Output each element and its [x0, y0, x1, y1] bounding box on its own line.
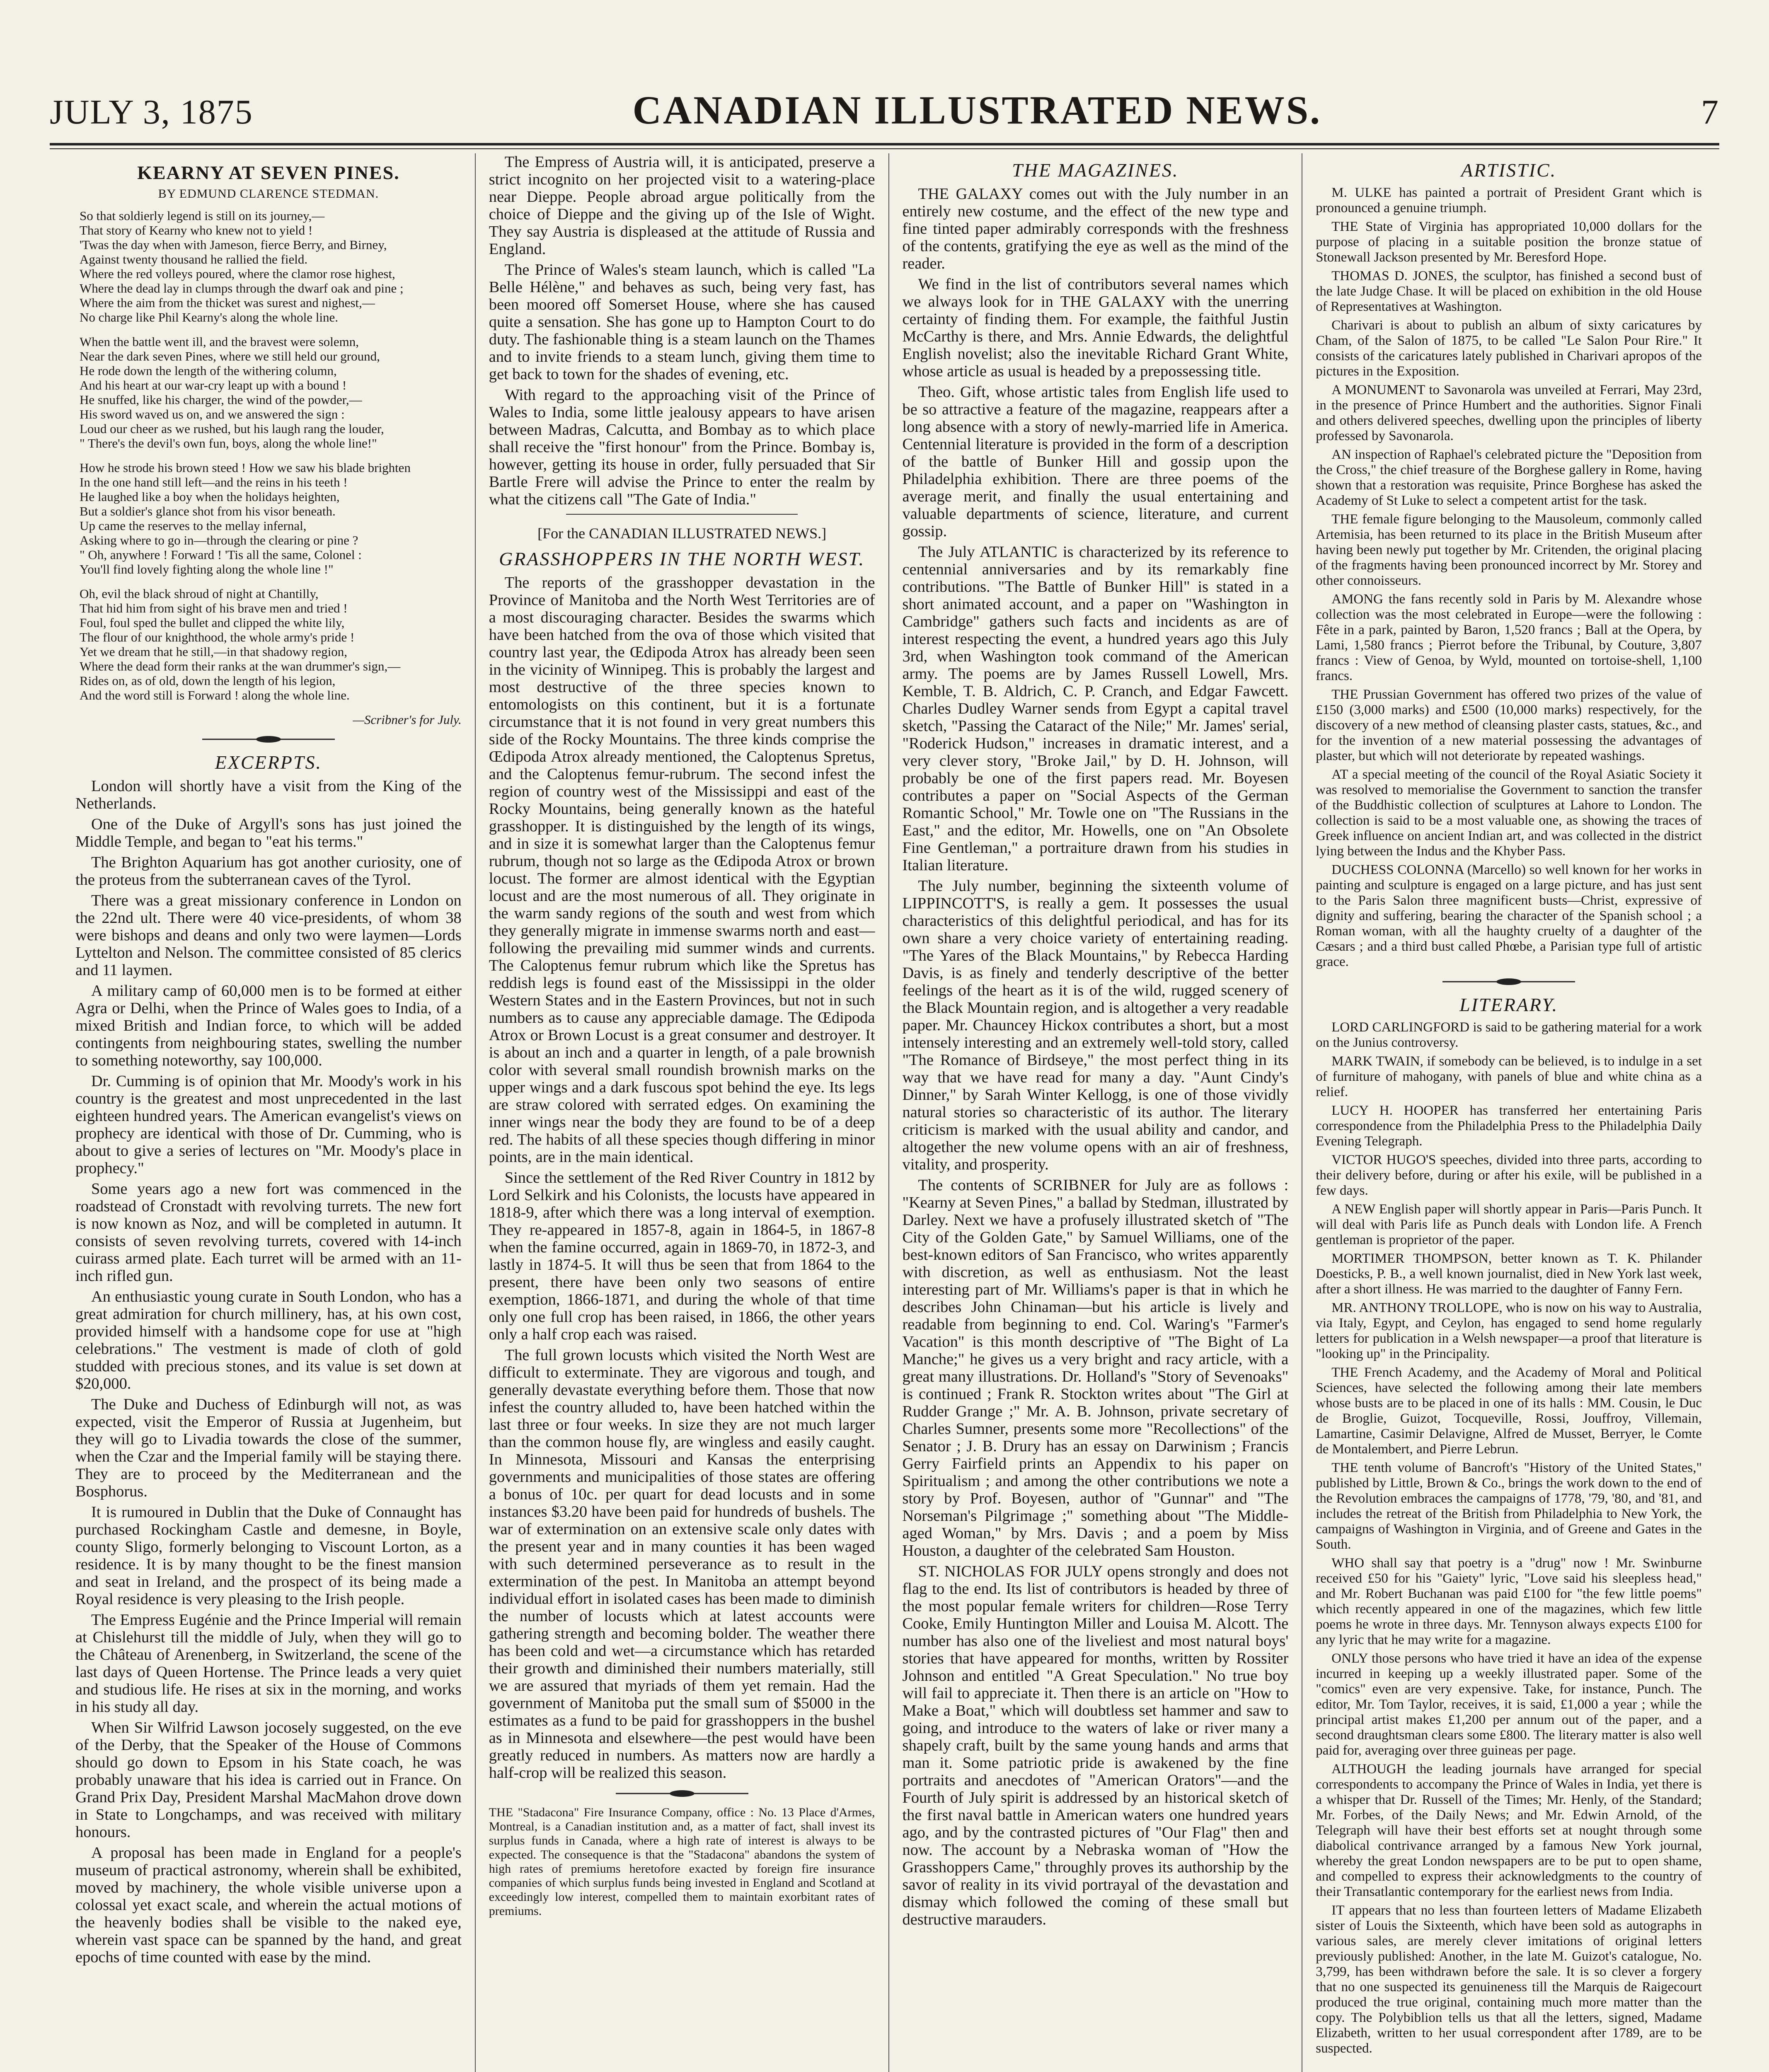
- artistic-item: AT a special meeting of the council of the Royal Asiatic Society it was resolved to memorialise the Government to sanction the transfer of the Buddhistic collection of sculptures at Lahore to London. The collection is said to be a most valuable one, as showing the traces of Greek influence on ancient Indian art, and was collected in the district lying between the Indus and the Khyber Pass.: [1316, 767, 1702, 859]
- excerpt-paragraph: Some years ago a new fort was commenced in the roadstead of Cronstadt with revolving turrets. The new fort is now known as Noz, and will be completed in autumn. It consists of seven revolving turrets, covered with 14-inch cuirass armed plate. Each turret will be armed with an 11-inch rifled gun.: [75, 1180, 462, 1285]
- article-paragraph: Since the settlement of the Red River Country in 1812 by Lord Selkirk and his Colonists, the locusts have appeared in 1818-9, after which there was a long interval of exemption. They re-appeared in 1857-8, again in 1864-5, in 1867-8 when the famine occurred, again in 1869-70, in 1872-3, and lastly in 1874-5. It will thus be seen that from 1864 to the present, there have been only two seasons of entire exemption, 1866-1871, and during the whole of that time only one full crop has been raised, in 1866, the other years only a half crop each was raised.: [489, 1169, 875, 1343]
- newspaper-title: CANADIAN ILLUSTRATED NEWS.: [632, 88, 1322, 132]
- news-paragraph: With regard to the approaching visit of the Prince of Wales to India, some little jealousy appears to have arisen between Madras, Calcutta, and Bombay as to which place shall receive the "first honour" from the Prince. Bombay is, however, getting its house in order, fully persuaded that Sir Bartle Frere will advise the Prince to enter the realm by what the citizens call "The Gate of India.": [489, 386, 875, 508]
- column-2: [475, 153, 888, 2072]
- poem-line: Where the dead lay in clumps through the dwarf oak and pine ;: [80, 281, 404, 295]
- poem-line: He rode down the length of the withering column,: [80, 363, 337, 378]
- poem-line: And the word still is Forward ! along the whole line.: [80, 688, 350, 702]
- poem-line: But a soldier's glance shot from his visor beneath.: [80, 504, 336, 518]
- excerpt-paragraph: The Duke and Duchess of Edinburgh will not, as was expected, visit the Emperor of Russia at Jugenheim, but they will go to Livadia towards the close of the summer, when the Czar and the Imperial family will be staying there. They are to proceed by the Mediterranean and the Bosphorus.: [75, 1396, 462, 1500]
- poem-line: That hid him from sight of his brave men and tried !: [80, 601, 348, 615]
- excerpt-paragraph: A proposal has been made in England for a people's museum of practical astronomy, wherein shall be exhibited, moved by machinery, the whole visible universe upon a colossal yet exact scale, and wherein the actual motions of the heavenly bodies shall be visible to the naked eye, wherein vast space can be spanned by the hand, and great epochs of time counted with ease by the mind.: [75, 1844, 462, 1966]
- poem-line: Where the aim from the thicket was surest and nighest,—: [80, 295, 375, 310]
- masthead-rule-thin: [50, 148, 1719, 149]
- magazine-paragraph: THE GALAXY comes out with the July number in an entirely new costume, and the effect of the new type and fine tinted paper admirably corresponds with the freshness of the contents, gratifying the eye as well as the mind of the reader.: [902, 185, 1289, 272]
- poem-title: KEARNY AT SEVEN PINES.: [137, 162, 400, 183]
- poem-line: How he strode his brown steed ! How we saw his blade brighten: [80, 460, 411, 475]
- poem-line: So that soldierly legend is still on its journey,—: [80, 208, 325, 223]
- poem-line: When the battle went ill, and the bravest were solemn,: [80, 334, 359, 349]
- magazine-paragraph: Theo. Gift, whose artistic tales from English life used to be so attractive a feature of the magazine, reappears after a long absence with a story of newly-married life in America. Centennial literature is provided in the form of a description of the battle of Bunker Hill and gossip upon the Philadelphia exhibition. There are three poems of the average merit, and finally the usual entertaining and valuable departments of science, literature, and current gossip.: [902, 383, 1289, 540]
- literary-item: MARK TWAIN, if somebody can be believed, is to indulge in a set of furniture of mahogany, with panels of blue and white china as a relief.: [1316, 1054, 1702, 1099]
- artistic-item: THOMAS D. JONES, the sculptor, has finished a second bust of the late Judge Chase. It will be placed on exhibition in the old House of Representatives at Washington.: [1316, 269, 1702, 314]
- literary-item: MR. ANTHONY TROLLOPE, who is now on his way to Australia, via Italy, Egypt, and Ceylon, has engaged to send home regularly letters for publication in a Welsh newspaper—a proof that literature is "looking up" in the Principality.: [1316, 1300, 1702, 1361]
- excerpt-paragraph: The Empress Eugénie and the Prince Imperial will remain at Chislehurst till the middle of July, when they will go to the Château of Arenenberg, in Switzerland, the scene of the last days of Queen Hortense. The Prince leads a very quiet and studious life. He rises at six in the morning, and works in his study all day.: [75, 1611, 462, 1716]
- poem-line: He snuffed, like his charger, the wind of the powder,—: [80, 392, 362, 407]
- poem-line: Asking where to go in—through the clearing or pine ?: [80, 533, 358, 547]
- literary-title: LITERARY.: [1459, 994, 1558, 1015]
- poem-body: [80, 208, 462, 702]
- excerpt-paragraph: A military camp of 60,000 men is to be formed at either Agra or Delhi, when the Prince of Wales goes to India, of a mixed British and Indian force, to which will be added contingents from neighbouring states, swelling the number to something noteworthy, say 100,000.: [75, 982, 462, 1069]
- magazine-paragraph: The July ATLANTIC is characterized by its reference to centennial anniversaries and by its remarkably fine contributions. "The Battle of Bunker Hill" is stated in a short animated account, and a paper on "Washington in Cambridge" gathers such facts and incidents as are of interest respecting the event, a hundred years ago this July 3rd, when Washington took command of the American army. The poems are by James Russell Lowell, Mrs. Kemble, T. B. Aldrich, C. P. Cranch, and Edgar Fawcett. Charles Dudley Warner sends from Egypt a capital travel sketch, "Passing the Cataract of the Nile;" Mr. James' serial, "Roderick Hudson," increases in dramatic interest, and a very clever story, "Broke Jail," by D. H. Johnson, will probably be one of the first papers read. Mr. Boyesen contributes a paper on "Social Aspects of the German Romantic School," Mr. Towle one on "The Russians in the East," and the editor, Mr. Howells, one on "An Obsolete Fine Gentleman," a portraiture drawn from his studies in Italian literature.: [902, 543, 1289, 874]
- literary-item: IT appears that no less than fourteen letters of Madame Elizabeth sister of Louis the Sixteenth, which have been sold as autographs in various sales, are merely clever imitations of original letters previously published: Another, in the late M. Guizot's catalogue, No. 3,799, has been withdrawn before the sale. It is so clever a forgery that no one suspected its genuineness till the Marquis de Raigecourt produced the true original, containing much more matter than the copy. The Polybiblion tells us that all the letters, signed, Madame Elizabeth, written to her usual correspondent after 1789, are to be suspected.: [1316, 1903, 1702, 2056]
- poem-line: He laughed like a boy when the holidays heighten,: [80, 489, 340, 504]
- poem-stanza: [80, 460, 462, 576]
- poem-line: His sword waved us on, and we answered the sign :: [80, 407, 345, 421]
- literary-item: THE French Academy, and the Academy of Moral and Political Sciences, have selected the following among their late members whose busts are to be placed in one of its halls : MM. Cousin, le Duc de Broglie, Guizot, Tocqueville, Rossi, Jouffroy, Villemain, Lamartine, Casimir Delavigne, Alfred de Musset, Berryer, le Comte de Montalembert, and Pierre Lebrun.: [1316, 1365, 1702, 1457]
- poem-line: " Oh, anywhere ! Forward ! 'Tis all the same, Colonel :: [80, 547, 362, 562]
- literary-item: THE tenth volume of Bancroft's "History of the United States," published by Little, Brown & Co., brings the work down to the end of the Revolution embraces the campaigns of 1778, '79, '80, and '81, and includes the retreat of the British from Philadelphia to New York, the campaigns of Washington in Virginia, and of Greene and Gates in the South.: [1316, 1460, 1702, 1552]
- poem-line: No charge like Phil Kearny's along the whole line.: [80, 310, 338, 324]
- poem-line: That story of Kearny who knew not to yield !: [80, 223, 313, 237]
- excerpt-paragraph: It is rumoured in Dublin that the Duke of Connaught has purchased Rockingham Castle and demesne, in Boyle, county Sligo, formerly belonging to Viscount Lorton, as a residence. It is by many thought to be the finest mansion and seat in Ireland, and the prospect of its being made a Royal residence is very pleasing to the Irish people.: [75, 1503, 462, 1608]
- magazine-paragraph: The contents of SCRIBNER for July are as follows : "Kearny at Seven Pines," a ballad by Stedman, illustrated by Darley. Next we have a profusely illustrated sketch of "The City of the Golden Gate," by Samuel Williams, one of the best-known editors of San Francisco, who writes apparently with discretion, as well as enthusiasm. Not the least interesting part of Mr. Williams's paper is that in which he describes John Chinaman—but his article is lively and readable from beginning to end. Col. Waring's "Farmer's Vacation" is this month descriptive of "The Bight of La Manche;" he gives us a very bright and racy article, with a great many illustrations. Dr. Holland's "Story of Sevenoaks" is continued ; Frank R. Stockton writes about "The Girl at Rudder Grange ;" Mr. A. B. Johnson, private secretary of Charles Sumner, presents some more "Recollections" of the Senator ; J. B. Drury has an essay on Darwinism ; Francis Gerry Fairfield prints an Appendix to his paper on Spiritualism ; and among the other contributions we note a story by Prof. Boyesen, author of "Gunnar" and "The Norseman's Pilgrimage ;" something about "The Middle-aged Woman," by Mrs. Davis ; and a poem by Miss Houston, a daughter of the celebrated Sam Houston.: [902, 1176, 1289, 1559]
- excerpt-paragraph: Dr. Cumming is of opinion that Mr. Moody's work in his country is the greatest and most unprecedented in the last eighteen hundred years. The American evangelist's views on prophecy are identical with those of Dr. Cumming, who is about to give a series of lectures on "Mr. Moody's place in prophecy.": [75, 1072, 462, 1177]
- masthead-rule: [50, 143, 1719, 145]
- magazine-paragraph: We find in the list of contributors several names which we always look for in THE GALAXY with the unerring certainty of finding them. For example, the faithful Justin McCarthy is there, and Mrs. Annie Edwards, the delightful English novelist; also the inevitable Richard Grant White, whose article as usual is headed by a prepossessing title.: [902, 276, 1289, 380]
- literary-item: LORD CARLINGFORD is said to be gathering material for a work on the Junius controversy.: [1316, 1020, 1702, 1050]
- poem-line: Rides on, as of old, down the length of his legion,: [80, 673, 336, 688]
- excerpts-title: EXCERPTS.: [215, 752, 322, 773]
- literary-item: VICTOR HUGO'S speeches, divided into three parts, according to their delivery before, during or after his exile, will be published in a few days.: [1316, 1152, 1702, 1198]
- excerpt-paragraph: The Brighton Aquarium has got another curiosity, one of the proteus from the subterranean caves of the Tyrol.: [75, 854, 462, 888]
- article-paragraph: The reports of the grasshopper devastation in the Province of Manitoba and the North West Territories are of a most discouraging character. Besides the swarms which have been hatched from the ova of those which visited that country last year, the Œdipoda Atrox has already been seen in the vicinity of Winnipeg. This is probably the largest and most destructive of the three species known to entomologists on this continent, but it is a fortunate circumstance that it is not found in very great numbers this side of the Rocky Mountains. The three kinds comprise the Œdipoda Atrox already mentioned, the Caloptenus Spretus, and the Caloptenus femur-rubrum. The second infest the region of country west of the Mississippi and east of the Rocky Mountains, being generally known as the hateful grasshopper. It is distinguished by the length of its wings, and in size it is somewhat larger than the Caloptenus femur rubrum, though not so large as the Œdipoda Atrox or brown locust. The former are almost identical with the Egyptian locust and are the most numerous of all. They originate in the warm sandy regions of the south and west from which they generally migrate in immense swarms north and east—following the prevailing mid summer winds and currents. The Caloptenus femur rubrum which like the Spretus has reddish legs is found east of the Mississippi in the older Western States and in the Eastern Provinces, but not in such numbers as to cause any appreciable damage. The Œdipoda Atrox or Brown Locust is a great consumer and destroyer. It is about an inch and a quarter in length, of a pale brownish color with several small roundish brownish marks on the upper wings and a dark fuscous spot behind the eye. Its legs are straw colored with serrated edges. On examining the inner wings near the body they are found to be of a deep red. The habits of all these species though differing in minor points, are in the main identical.: [489, 574, 875, 1166]
- poem-line: " There's the devil's own fun, boys, along the whole line!": [80, 436, 377, 450]
- excerpt-paragraph: An enthusiastic young curate in South London, who has a great admiration for church millinery, has, at his own cost, provided himself with a handsome cope for use at "high celebrations." The vestment is made of cloth of gold studded with precious stones, and its value is set down at $20,000.: [75, 1288, 462, 1392]
- poem-line: Near the dark seven Pines, where we still held our ground,: [80, 349, 380, 363]
- poem-line: In the one hand still left—and the reins in his teeth !: [80, 475, 348, 489]
- poem-line: 'Twas the day when with Jameson, fierce Berry, and Birney,: [80, 237, 387, 252]
- excerpt-paragraph: One of the Duke of Argyll's sons has just joined the Middle Temple, and began to "eat his terms.": [75, 816, 462, 850]
- poem-stanza: [80, 208, 462, 324]
- artistic-item: THE State of Virginia has appropriated 10,000 dollars for the purpose of placing in a suitable position the bronze statue of Stonewall Jackson presented by Mr. Beresford Hope.: [1316, 219, 1702, 265]
- news-paragraph: The Empress of Austria will, it is anticipated, preserve a strict incognito on her projected visit to a watering-place near Dieppe. People abroad argue politically from the choice of Dieppe and the giving up of the Isle of Wight. They say Austria is displeased at the attitude of Russia and England.: [489, 153, 875, 258]
- magazines-title: THE MAGAZINES.: [1012, 160, 1179, 181]
- excerpt-paragraph: When Sir Wilfrid Lawson jocosely suggested, on the eve of the Derby, that the Speaker of the House of Commons should go down to Epsom in his State coach, he was probably unaware that his idea is carried out in France. On Grand Prix Day, President Marshal MacMahon drove down in State to Longchamps, and was received with military honours.: [75, 1719, 462, 1841]
- artistic-item: AN inspection of Raphael's celebrated picture the "Deposition from the Cross," the chief treasure of the Borghese gallery in Rome, having shown that a restoration was requisite, Prince Borghese has asked the Academy of St Luke to select a competent artist for the task.: [1316, 447, 1702, 508]
- literary-item: WHO shall say that poetry is a "drug" now ! Mr. Swinburne received £50 for his "Gaiety" lyric, "Love said his sleepless head," and Mr. Robert Buchanan was paid £100 for "the few little poems" which recently appeared in one of the magazines, which few little poems he wrote in three days. Mr. Tennyson always expects £100 for any lyric that he may write for a magazine.: [1316, 1556, 1702, 1647]
- page-number: 7: [1701, 93, 1719, 131]
- grasshoppers-title: GRASSHOPPERS IN THE NORTH WEST.: [499, 548, 865, 569]
- literary-item: MORTIMER THOMPSON, better known as T. K. Philander Doesticks, P. B., a well known journalist, died in New York last week, after a short illness. He was married to the daughter of Fanny Fern.: [1316, 1251, 1702, 1297]
- column-4: [1302, 153, 1715, 2072]
- article-paragraph: The full grown locusts which visited the North West are difficult to exterminate. They are vigorous and tough, and generally devastate everything before them. Those that now infest the country alluded to, have been hatched within the last three or four weeks. In size they are not much larger than the common house fly, are wingless and easily caught. In Minnesota, Missouri and Kansas the enterprising governments and municipalities of those states are offering a bonus of 10c. per quart for dead locusts and in some instances $3.20 have been paid for hundreds of bushels. The war of extermination on an extensive scale only dates with the present year and in many counties it has been waged with such determined perseverance as to result in the extermination of the pest. In Manitoba an attempt beyond individual effort in isolated cases has been made to diminish the number of locusts which at latest accounts were gathering strength and becoming bolder. The weather there has been cold and wet—a circumstance which has retarded their growth and diminished their numbers materially, still we are assured that myriads of them yet remain. Had the government of Manitoba put the small sum of $5000 in the estimates as a fund to be paid for grasshoppers in the bushel as in Minnesota and elsewhere—the pest would have been greatly reduced in numbers. As matters now are hardly a half-crop will be realized this season.: [489, 1346, 875, 1782]
- artistic-item: M. ULKE has painted a portrait of President Grant which is pronounced a genuine triumph.: [1316, 185, 1702, 215]
- excerpt-paragraph: London will shortly have a visit from the King of the Netherlands.: [75, 777, 462, 812]
- section-rule: [566, 514, 798, 515]
- columns: [62, 153, 1715, 2072]
- excerpt-paragraph: There was a great missionary conference in London on the 22nd ult. There were 40 vice-presidents, of whom 38 were bishops and deans and only two were laymen—Lords Lyttelton and Nelson. The committee consisted of 85 clerics and 11 laymen.: [75, 892, 462, 979]
- poem-credit: —Scribner's for July.: [353, 712, 462, 727]
- magazine-paragraph: ST. NICHOLAS FOR JULY opens strongly and does not flag to the end. Its list of contributors is headed by three of the most popular female writers for children—Rose Terry Cooke, Emily Huntington Miller and Louisa M. Alcott. The number has also one of the liveliest and most natural boys' stories that have appeared for months, written by Rossiter Johnson and entitled "A Great Speculation." No true boy will fail to appreciate it. Then there is an article on "How to Make a Boat," which will doubtless set hammer and saw to going, and introduce to the waters of lake or river many a shapely craft, built by the same young hands and arms that man it. Some patriotic pride is awakened by the fine portraits and anecdotes of "American Orators"—and the Fourth of July spirit is addressed by an historical sketch of the first naval battle in American waters one hundred years ago, and by the contrasted pictures of "Our Flag" then and now. The account by a Nebraska woman of "How the Grasshoppers Came," throughly proves its authorship by the savor of reality in its vivid portrayal of the devastation and dismay which followed the coming of these small but destructive marauders.: [902, 1563, 1289, 1928]
- poem-byline: BY EDMUND CLARENCE STEDMAN.: [158, 187, 379, 201]
- poem-line: Loud our cheer as we rushed, but his laugh rang the louder,: [80, 421, 384, 436]
- artistic-item: Charivari is about to publish an album of sixty caricatures by Cham, of the Salon of 1875, to be called "Le Salon Pour Rire." It consists of the caricatures lately published in Charivari apropos of the pictures in the Exposition.: [1316, 318, 1702, 379]
- news-paragraph: The Prince of Wales's steam launch, which is called "La Belle Hélène," and behaves as such, being very fast, has been moored off Somerset House, where she has caused quite a sensation. She has gone up to Hampton Court to do duty. The fashionable thing is a steam launch on the Thames and to invite friends to a steam lunch, giving them time to get back to town for the shades of evening, etc.: [489, 261, 875, 383]
- literary-item: LUCY H. HOOPER has transferred her entertaining Paris correspondence from the Philadelphia Press to the Philadelphia Daily Evening Telegraph.: [1316, 1103, 1702, 1149]
- literary-item: ALTHOUGH the leading journals have arranged for special correspondents to accompany the Prince of Wales in India, yet there is a whisper that Dr. Russell of the Times; Mr. Henly, of the Standard; Mr. Forbes, of the Daily News; and Mr. Edwin Arnold, of the Telegraph will have their best efforts set at nought through some diabolical contrivance arranged by a famous New York journal, whereby the great London newspapers are to be put to open shame, and compelled to express their acknowledgments to the country of their Transatlantic contemporary for the earliest news from India.: [1316, 1762, 1702, 1899]
- poem-line: Yet we dream that he still,—in that shadowy region,: [80, 644, 348, 659]
- poem-line: Oh, evil the black shroud of night at Chantilly,: [80, 586, 319, 601]
- artistic-title: ARTISTIC.: [1461, 160, 1557, 181]
- poem-line: Where the red volleys poured, where the clamor rose highest,: [80, 266, 395, 281]
- poem-line: Foul, foul sped the bullet and clipped the white lily,: [80, 615, 345, 630]
- issue-date: JULY 3, 1875: [50, 93, 253, 131]
- column-1: [62, 153, 475, 2072]
- poem-line: Against twenty thousand he rallied the field.: [80, 252, 308, 266]
- poem-line: Where the dead form their ranks at the wan drummer's sign,—: [80, 659, 401, 673]
- masthead: [50, 87, 1719, 145]
- insurance-notice: THE "Stadacona" Fire Insurance Company, office : No. 13 Place d'Armes, Montreal, is a Canadian institution and, as a matter of fact, shall invest its surplus funds in Canada, where a high rate of interest is always to be expected. The consequence is that the "Stadacona" abandons the system of high rates of premiums heretofore exacted by foreign fire insurance companies of which surplus funds being invested in England and Scotland at exceedingly low interest, compelled them to maintain exorbitant rates of premiums.: [489, 1806, 875, 1918]
- literary-item: ONLY those persons who have tried it have an idea of the expense incurred in keeping up a weekly illustrated paper. Some of the "comics" even are very expensive. Take, for instance, Punch. The editor, Mr. Tom Taylor, receives, it is said, £1,000 a year ; while the principal artist makes £1,200 per annum out of the paper, and a second draughtsman clears some £800. The literary matter is also well paid for, averaging over three guineas per page.: [1316, 1651, 1702, 1758]
- literary-item: A NEW English paper will shortly appear in Paris—Paris Punch. It will deal with Paris life as Punch deals with London life. A French gentleman is proprietor of the paper.: [1316, 1202, 1702, 1247]
- poem-line: And his heart at our war-cry leapt up with a bound !: [80, 378, 347, 392]
- artistic-item: THE Prussian Government has offered two prizes of the value of £150 (3,000 marks) and £500 (10,000 marks) respectively, for the discovery of a new method of cleansing plaster casts, statues, &c., and for the invention of a new material possessing the advantages of plaster, but which will not deteriorate by repeated washings.: [1316, 687, 1702, 763]
- poem-line: The flour of our knighthood, the whole army's pride !: [80, 630, 355, 644]
- artistic-item: THE female figure belonging to the Mausoleum, commonly called Artemisia, has been returned to its place in the British Museum after having been newly put together by Mr. Critenden, the original placing of the fragments having been pronounced incorrect by Mr. Storey and other connoisseurs.: [1316, 512, 1702, 588]
- poem-line: You'll find lovely fighting along the whole line !": [80, 562, 334, 576]
- poem-stanza: [80, 586, 462, 702]
- artistic-item: AMONG the fans recently sold in Paris by M. Alexandre whose collection was the most celebrated in Europe—were the following : Fête in a park, painted by Baron, 1,520 francs ; Ball at the Opera, by Lami, 1,580 francs ; Pierrot before the Tribunal, by Couture, 3,807 francs : View of Genoa, by Wyld, mounted on tortoise-shell, 1,100 francs.: [1316, 592, 1702, 683]
- magazine-paragraph: The July number, beginning the sixteenth volume of LIPPINCOTT'S, is really a gem. It possesses the usual characteristics of this delightful periodical, and has for its own share a very choice variety of entertaining reading. "The Yares of the Black Mountains," by Rebecca Harding Davis, is as finely and tenderly descriptive of the better feelings of the heart as it is of the wild, rugged scenery of the Black Mountain region, and is altogether a very readable paper. Mr. Chauncey Hickox contributes a short, but a most intensely interesting and an extremely well-told story, called "The Romance of Birdseye," the most perfect thing in its way that we have read for many a day. "Aunt Cindy's Dinner," by Sarah Winter Kellogg, is one of those vividly natural stories so characteristic of its author. The literary criticism is marked with the usual ability and candor, and altogether the new volume opens with an air of freshness, vitality, and prosperity.: [902, 877, 1289, 1173]
- ornament-divider: [616, 1789, 748, 1798]
- artistic-item: DUCHESS COLONNA (Marcello) so well known for her works in painting and sculpture is engaged on a large picture, and has just sent to the Paris Salon three magnificent busts—Christ, expressive of dignity and suffering, bearing the character of the Spanish school ; a Roman woman, with all the haughty cruelty of a daughter of the Cæsars ; and a third bust called Phœbe, a Parisian type full of artistic grace.: [1316, 862, 1702, 969]
- column-3: [888, 153, 1302, 2072]
- ornament-divider: [1442, 977, 1575, 986]
- poem-line: Up came the reserves to the mellay infernal,: [80, 518, 307, 533]
- poem-stanza: [80, 334, 462, 450]
- artistic-item: A MONUMENT to Savonarola was unveiled at Ferrari, May 23rd, in the presence of Prince Humbert and the authorities. Signor Finali and others delivered speeches, dwelling upon the principles of liberty professed by Savonarola.: [1316, 382, 1702, 443]
- for-label: [For the CANADIAN ILLUSTRATED NEWS.]: [537, 525, 827, 542]
- ornament-divider: [202, 735, 335, 744]
